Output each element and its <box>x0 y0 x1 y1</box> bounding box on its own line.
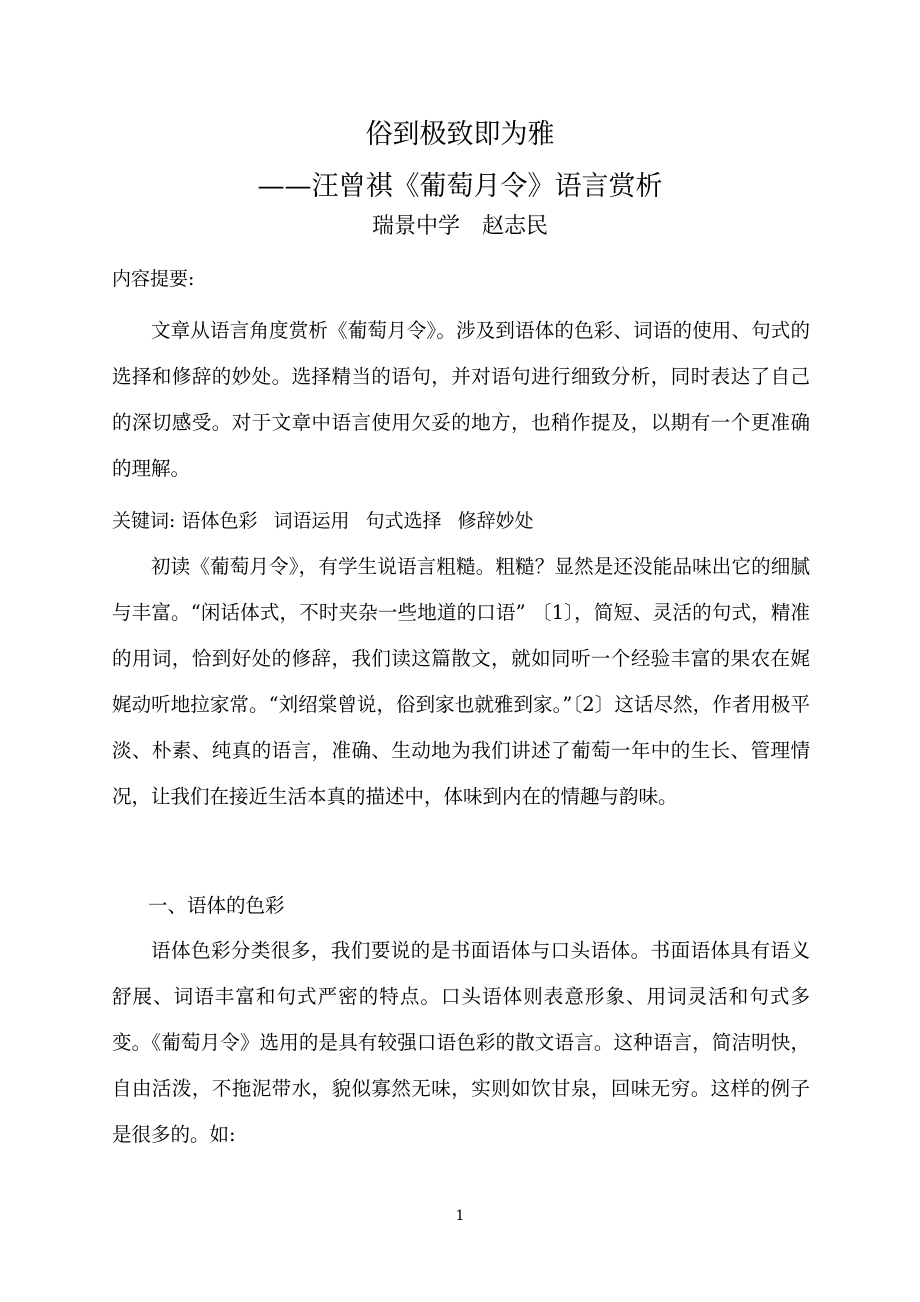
author-name: 赵志民 <box>482 214 549 239</box>
author-school: 瑞景中学 <box>371 214 460 239</box>
keyword-item: 句式选择 <box>365 510 442 532</box>
keyword-item: 词语运用 <box>273 510 350 532</box>
page-number: 1 <box>455 1208 465 1224</box>
abstract-label: 内容提要: <box>112 268 195 290</box>
keyword-item: 修辞妙处 <box>457 510 534 532</box>
keyword-item: 语体色彩 <box>181 510 258 532</box>
author-line <box>0 212 920 242</box>
keywords-label: 关键词: <box>112 510 176 532</box>
abstract-paragraph: 文章从语言角度赏析《葡萄月令》。涉及到语体的色彩、词语的使用、句式的选择和修辞的妙处。选择精当的语句，并对语句进行细致分析，同时表达了自己的深切感受。对于文章中语言使用欠妥的地方，也稍作提及，以期有一个更准确的理解。 <box>112 319 810 480</box>
article-title: 俗到极致即为雅 <box>365 119 555 150</box>
article-subtitle: ——汪曾祺《葡萄月令》语言赏析 <box>257 171 663 202</box>
intro-paragraph: 初读《葡萄月令》，有学生说语言粗糙。粗糙？显然是还没能品味出它的细腻与丰富。“闲话体式，不时夹杂一些地道的口语” 〔1〕，简短、灵活的句式，精准的用词，恰到好处的修辞，我们读这篇散文，就如同听一个经验丰富的果农在娓娓动听地拉家常。“刘绍棠曾说，俗到家也就雅到家。”〔2〕这话尽然，作者用极平淡、朴素、纯真的语言，准确、生动地为我们讲述了葡萄一年中的生长、管理情况，让我们在接近生活本真的描述中，体味到内在的情趣与韵味。 <box>112 555 810 808</box>
keywords-line <box>112 506 550 536</box>
section-paragraph: 语体色彩分类很多，我们要说的是书面语体与口头语体。书面语体具有语义舒展、词语丰富和句式严密的特点。口头语体则表意形象、用词灵活和句式多变。《葡萄月令》选用的是具有较强口语色彩的散文语言。这种语言，简洁明快，自由活泼，不拖泥带水，貌似寡然无味，实则如饮甘泉，回味无穷。这样的例子是很多的。如: <box>112 939 810 1146</box>
section-heading: 一、语体的色彩 <box>148 894 285 917</box>
